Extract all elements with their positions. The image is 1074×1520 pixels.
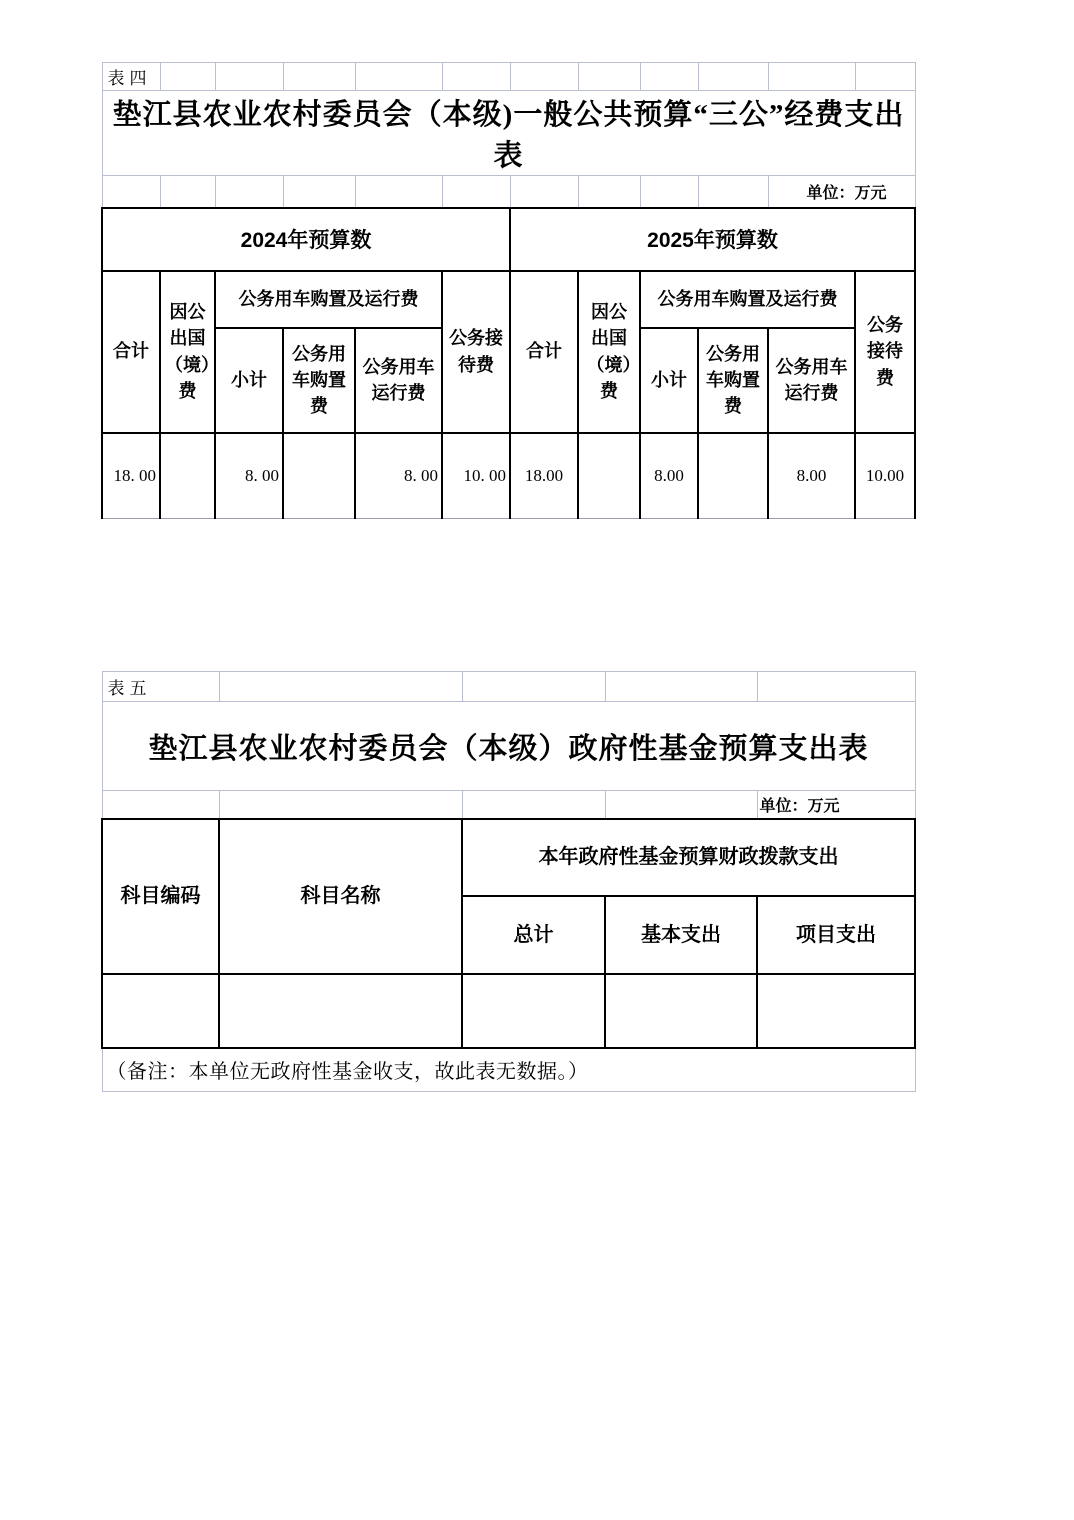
grid-cell <box>855 63 915 91</box>
value-abroad-2025 <box>578 433 640 519</box>
grid-cell <box>462 672 605 702</box>
unit-row <box>102 791 915 819</box>
value-operation-2025: 8.00 <box>768 433 855 519</box>
unit-row <box>102 176 915 208</box>
header-vehicle-group-2024: 公务用车购置及运行费 <box>215 271 442 328</box>
value-subtotal-2025: 8.00 <box>640 433 698 519</box>
grid-cell <box>578 176 640 208</box>
value-abroad-2024 <box>160 433 215 519</box>
value-subject-name <box>219 974 462 1048</box>
sheet-strip-row <box>102 672 915 702</box>
grid-cell <box>102 176 160 208</box>
value-subject-code <box>102 974 219 1048</box>
grid-cell <box>462 791 605 819</box>
grid-cell <box>640 176 698 208</box>
value-subtotal-2024: 8. 00 <box>215 433 283 519</box>
header-row-2 <box>102 271 915 328</box>
grid-cell <box>510 176 578 208</box>
grid-cell <box>698 176 768 208</box>
header-subject-name: 科目名称 <box>219 819 462 974</box>
data-row <box>102 433 915 519</box>
grid-cell <box>283 63 355 91</box>
grid-cell <box>442 63 510 91</box>
note-row <box>102 1048 915 1092</box>
header-total-2024: 合计 <box>102 271 160 433</box>
header-row-1 <box>102 819 915 896</box>
table-tag: 表四 <box>102 63 160 91</box>
grid-cell <box>160 63 215 91</box>
value-total-2024: 18. 00 <box>102 433 160 519</box>
grid-cell <box>215 63 283 91</box>
value-total-2025: 18.00 <box>510 433 578 519</box>
san-gong-expense-table <box>101 62 916 519</box>
header-subject-code: 科目编码 <box>102 819 219 974</box>
grid-cell <box>640 63 698 91</box>
header-abroad-2024: 因公出国（境）费 <box>160 271 215 433</box>
value-purchase-2024 <box>283 433 355 519</box>
sheet-strip-row <box>102 63 915 91</box>
header-operation-2024: 公务用车运行费 <box>355 328 442 433</box>
header-total: 总计 <box>462 896 605 974</box>
value-total <box>462 974 605 1048</box>
header-subtotal-2025: 小计 <box>640 328 698 433</box>
unit-label: 单位：万元 <box>768 176 915 208</box>
header-purchase-2024: 公务用车购置费 <box>283 328 355 433</box>
grid-cell <box>283 176 355 208</box>
grid-cell <box>605 672 757 702</box>
header-reception-2024: 公务接待费 <box>442 271 510 433</box>
table-note: （备注：本单位无政府性基金收支，故此表无数据。） <box>102 1048 915 1092</box>
header-purchase-2025: 公务用车购置费 <box>698 328 768 433</box>
header-fund-group: 本年政府性基金预算财政拨款支出 <box>462 819 915 896</box>
grid-cell <box>355 176 442 208</box>
grid-cell <box>102 791 219 819</box>
grid-cell <box>160 176 215 208</box>
value-purchase-2025 <box>698 433 768 519</box>
header-project: 项目支出 <box>757 896 915 974</box>
header-2024: 2024年预算数 <box>102 208 510 271</box>
data-row <box>102 974 915 1048</box>
grid-cell <box>698 63 768 91</box>
table-tag: 表五 <box>102 672 219 702</box>
grid-cell <box>605 791 757 819</box>
value-reception-2024: 10. 00 <box>442 433 510 519</box>
grid-cell <box>219 672 462 702</box>
header-basic: 基本支出 <box>605 896 757 974</box>
header-subtotal-2024: 小计 <box>215 328 283 433</box>
header-reception-2025: 公务接待费 <box>855 271 915 433</box>
grid-cell <box>578 63 640 91</box>
table-title: 垫江县农业农村委员会（本级）政府性基金预算支出表 <box>102 702 915 791</box>
title-row <box>102 91 915 176</box>
grid-cell <box>355 63 442 91</box>
unit-label: 单位：万元 <box>757 791 915 819</box>
header-operation-2025: 公务用车运行费 <box>768 328 855 433</box>
header-year-row <box>102 208 915 271</box>
grid-cell <box>768 63 855 91</box>
header-total-2025: 合计 <box>510 271 578 433</box>
grid-cell <box>757 672 915 702</box>
header-vehicle-group-2025: 公务用车购置及运行费 <box>640 271 855 328</box>
grid-cell <box>442 176 510 208</box>
table-title: 垫江县农业农村委员会（本级)一般公共预算“三公”经费支出表 <box>102 91 915 176</box>
value-reception-2025: 10.00 <box>855 433 915 519</box>
grid-cell <box>219 791 462 819</box>
header-abroad-2025: 因公出国（境）费 <box>578 271 640 433</box>
gov-fund-budget-table <box>101 671 916 1092</box>
value-basic <box>605 974 757 1048</box>
grid-cell <box>510 63 578 91</box>
value-operation-2024: 8. 00 <box>355 433 442 519</box>
header-2025: 2025年预算数 <box>510 208 915 271</box>
title-row <box>102 702 915 791</box>
grid-cell <box>215 176 283 208</box>
value-project <box>757 974 915 1048</box>
